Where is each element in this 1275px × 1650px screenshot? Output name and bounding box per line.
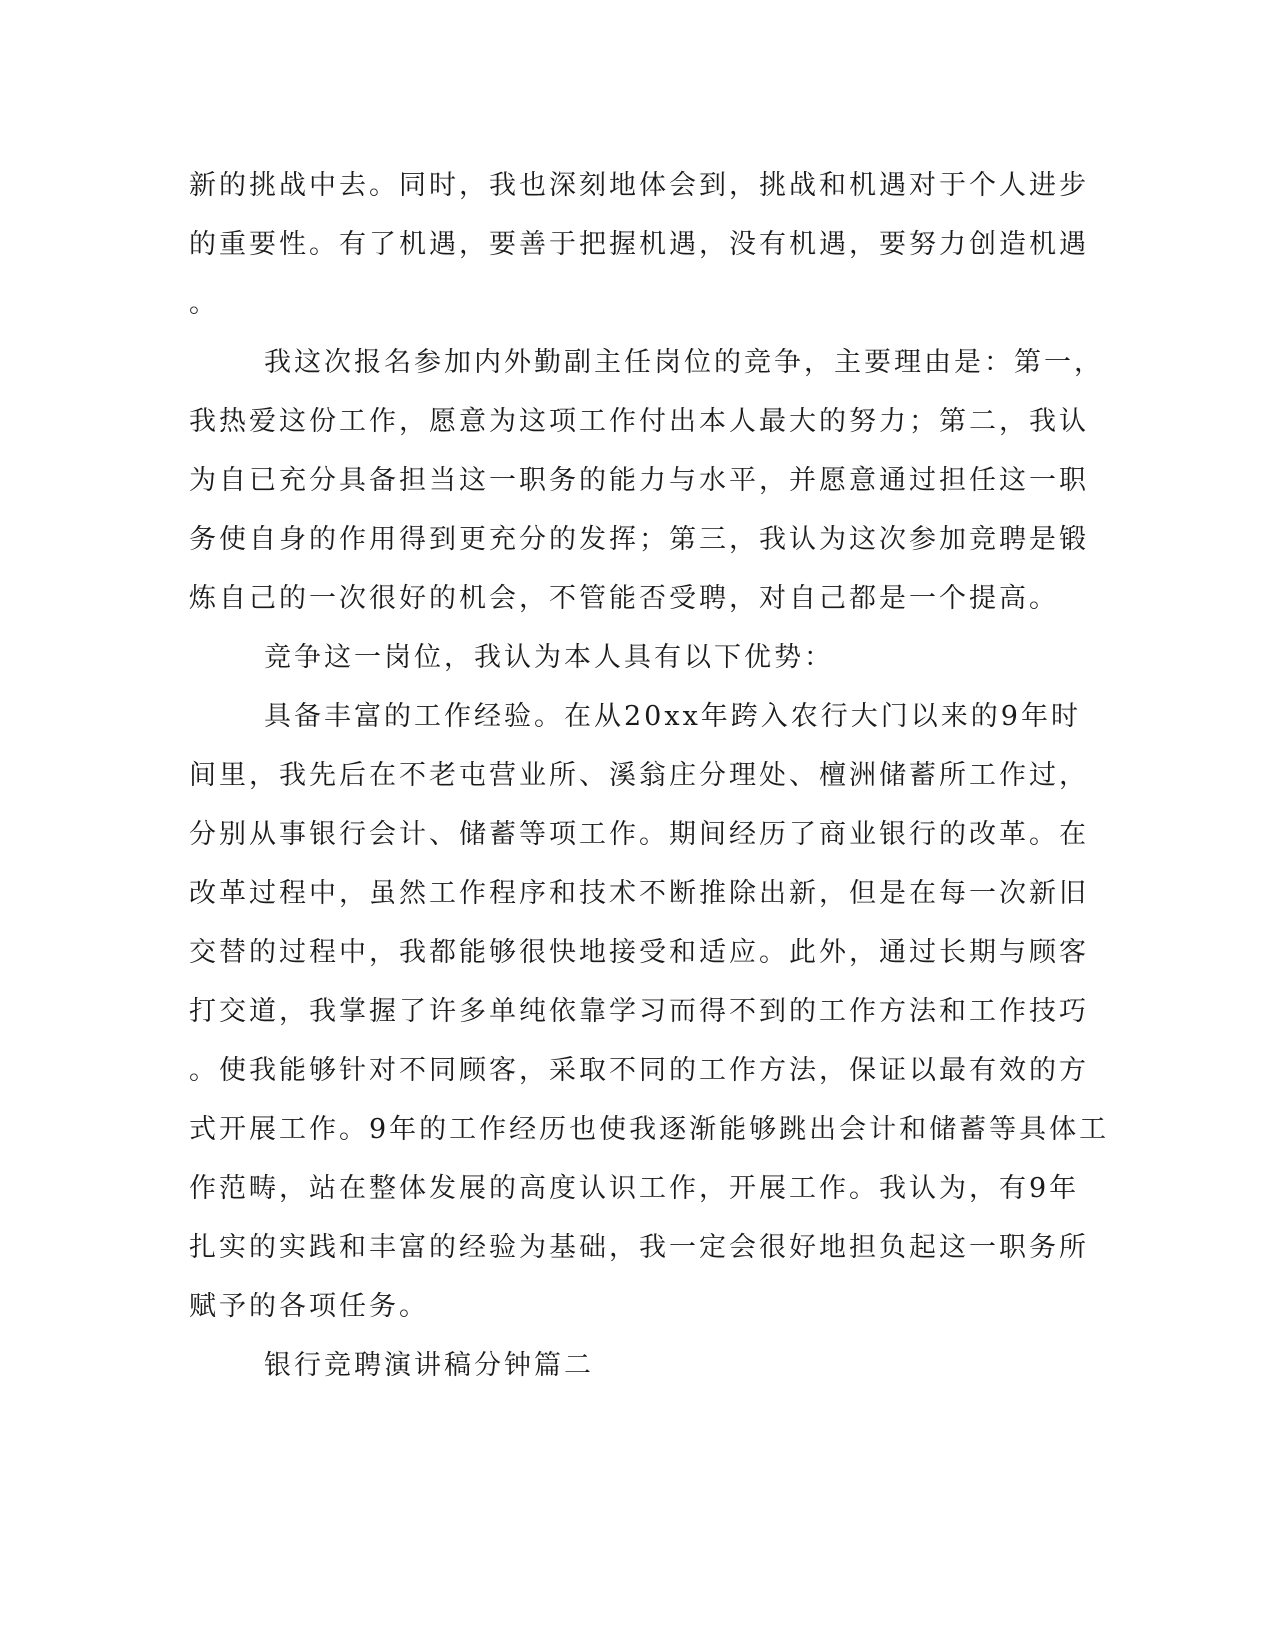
text-line: 的重要性。有了机遇，要善于把握机遇，没有机遇，要努力创造机遇 [189, 229, 1089, 260]
text-line: 间里，我先后在不老屯营业所、溪翁庄分理处、檀洲储蓄所工作过， [189, 760, 1089, 791]
text-line: 扎实的实践和丰富的经验为基础，我一定会很好地担负起这一职务所 [189, 1232, 1089, 1263]
text-line: 务使自身的作用得到更充分的发挥；第三，我认为这次参加竞聘是锻 [189, 524, 1089, 555]
text-line: 新的挑战中去。同时，我也深刻地体会到，挑战和机遇对于个人进步 [189, 170, 1089, 201]
text-line: 。使我能够针对不同顾客，采取不同的工作方法，保证以最有效的方 [189, 1055, 1089, 1086]
document-body [189, 156, 1110, 1395]
text-line: 我热爱这份工作，愿意为这项工作付出本人最大的努力；第二，我认 [189, 406, 1089, 437]
text-line: 打交道，我掌握了许多单纯依靠学习而得不到的工作方法和工作技巧 [189, 996, 1089, 1027]
text-line: 赋予的各项任务。 [189, 1291, 429, 1322]
text-line: 分别从事银行会计、储蓄等项工作。期间经历了商业银行的改革。在 [189, 819, 1089, 850]
text-line: 。 [189, 288, 219, 319]
text-line: 炼自己的一次很好的机会，不管能否受聘，对自己都是一个提高。 [189, 583, 1059, 614]
paragraph-start-line: 竞争这一岗位，我认为本人具有以下优势： [264, 642, 834, 673]
text-line: 作范畴，站在整体发展的高度认识工作，开展工作。我认为，有9年 [189, 1173, 1080, 1204]
section-heading: 银行竞聘演讲稿分钟篇二 [264, 1350, 594, 1381]
text-line: 交替的过程中，我都能够很快地接受和适应。此外，通过长期与顾客 [189, 937, 1089, 968]
text-line: 为自已充分具备担当这一职务的能力与水平，并愿意通过担任这一职 [189, 465, 1089, 496]
paragraph-start-line: 我这次报名参加内外勤副主任岗位的竞争，主要理由是：第一， [264, 347, 1104, 378]
text-line: 改革过程中，虽然工作程序和技术不断推除出新，但是在每一次新旧 [189, 878, 1089, 909]
text-line: 式开展工作。9年的工作经历也使我逐渐能够跳出会计和储蓄等具体工 [189, 1114, 1110, 1145]
paragraph-start-line: 具备丰富的工作经验。在从20xx年跨入农行大门以来的9年时 [264, 701, 1081, 732]
